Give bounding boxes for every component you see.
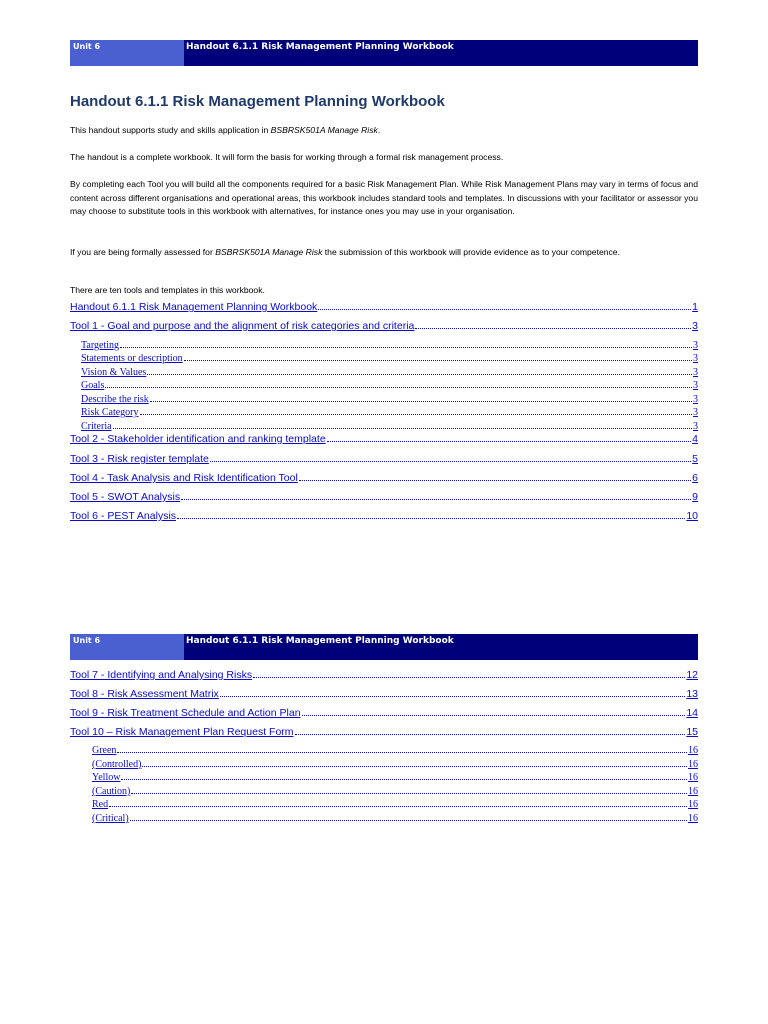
toc-page-number: 10 — [686, 510, 698, 522]
toc-entry[interactable] — [92, 799, 698, 810]
toc-page-number: 14 — [686, 707, 698, 719]
toc-entry[interactable] — [70, 453, 698, 465]
toc-entry-title: Tool 9 - Risk Treatment Schedule and Action Plan — [70, 707, 301, 719]
toc-leader-dots — [105, 387, 692, 388]
toc-entry-title: Tool 1 - Goal and purpose and the alignment of risk categories and criteria — [70, 320, 415, 332]
toc-page-number: 9 — [692, 491, 698, 503]
intro-paragraph-5: There are ten tools and templates in this workbook. — [70, 285, 265, 295]
toc-entry[interactable] — [92, 772, 698, 783]
toc-entry-title: Goals — [81, 380, 105, 391]
toc-leader-dots — [299, 480, 691, 481]
toc-entry-title: Risk Category — [81, 407, 139, 418]
intro-p1-course: BSBRSK501A Manage Risk — [270, 125, 378, 135]
toc-leader-dots — [147, 374, 692, 375]
toc-page-number: 16 — [688, 786, 698, 797]
toc-page-number: 15 — [686, 726, 698, 738]
toc-entry[interactable] — [81, 367, 698, 378]
toc-entry-title: Tool 5 - SWOT Analysis — [70, 491, 181, 503]
toc-page-number: 3 — [693, 353, 698, 364]
toc-leader-dots — [177, 518, 685, 519]
toc-entry-title: Tool 3 - Risk register template — [70, 453, 209, 465]
toc-entry[interactable] — [70, 433, 698, 445]
toc-leader-dots — [302, 715, 686, 716]
toc-page-number: 3 — [693, 340, 698, 351]
toc-leader-dots — [220, 696, 686, 697]
toc-entry[interactable] — [70, 491, 698, 503]
toc-leader-dots — [130, 820, 687, 821]
toc-leader-dots — [210, 461, 691, 462]
toc-entry[interactable] — [81, 407, 698, 418]
toc-page-number: 3 — [692, 320, 698, 332]
toc-entry[interactable] — [70, 669, 698, 681]
toc-page-number: 13 — [686, 688, 698, 700]
toc-entry[interactable] — [92, 759, 698, 770]
toc-page-number: 12 — [686, 669, 698, 681]
toc-entry-title: (Critical) — [92, 813, 129, 824]
toc-entry[interactable] — [70, 726, 698, 738]
toc-entry[interactable] — [70, 472, 698, 484]
toc-leader-dots — [117, 752, 687, 753]
intro-p1-end: . — [377, 125, 381, 135]
toc-page-number: 5 — [692, 453, 698, 465]
toc-entry-title: Tool 8 - Risk Assessment Matrix — [70, 688, 219, 700]
intro-p4-end: the submission of this workbook will provide evidence as to your competence. — [322, 247, 620, 257]
toc-leader-dots — [150, 401, 692, 402]
toc-page-number: 16 — [688, 799, 698, 810]
toc-entry[interactable] — [70, 707, 698, 719]
toc-leader-dots — [140, 414, 693, 415]
toc-leader-dots — [295, 734, 686, 735]
intro-paragraph-4 — [70, 246, 698, 260]
toc-entry[interactable] — [81, 353, 698, 364]
toc-entry-title: Describe the risk — [81, 394, 149, 405]
unit-label: Unit 6 — [70, 40, 184, 66]
header-band — [70, 634, 698, 660]
intro-paragraph-1 — [70, 124, 698, 138]
intro-p1-text: This handout supports study and skills application in — [70, 125, 271, 135]
toc-entry-title: Green — [92, 745, 117, 756]
toc-page-number: 6 — [692, 472, 698, 484]
toc-page-number: 16 — [688, 813, 698, 824]
intro-paragraph-2: The handout is a complete workbook. It will form the basis for working through a formal risk management process. — [70, 152, 504, 162]
toc-page-number: 16 — [688, 772, 698, 783]
toc-page-number: 3 — [693, 407, 698, 418]
header-title: Handout 6.1.1 Risk Management Planning Workbook — [184, 40, 698, 66]
toc-leader-dots — [131, 793, 687, 794]
toc-leader-dots — [109, 806, 687, 807]
toc-entry-title: Criteria — [81, 421, 112, 432]
toc-entry-title: Vision & Values — [81, 367, 147, 378]
toc-entry[interactable] — [70, 301, 698, 313]
toc-entry-title: Tool 7 - Identifying and Analysing Risks — [70, 669, 253, 681]
intro-paragraph-3: By completing each Tool you will build all the components required for a basic Risk Management Plan. While Risk Management Plans may vary in terms of focus and content across different organisations and operational areas, this workbook includes standard tools and templates. In discussions with your facilitator or assessor you may choose to substitute tools in this workbook with alternatives, for instance ones you may use in your organisation. — [70, 179, 698, 216]
toc-page-number: 3 — [693, 367, 698, 378]
toc-entry[interactable] — [81, 340, 698, 351]
toc-page-number: 1 — [692, 301, 698, 313]
toc-entry-title: Tool 6 - PEST Analysis — [70, 510, 177, 522]
toc-entry-title: (Controlled) — [92, 759, 142, 770]
toc-entry-title: Tool 10 – Risk Management Plan Request Form — [70, 726, 294, 738]
toc-entry-title: Yellow — [92, 772, 121, 783]
toc-leader-dots — [184, 360, 692, 361]
header-title: Handout 6.1.1 Risk Management Planning Workbook — [184, 634, 698, 660]
toc-leader-dots — [181, 499, 691, 500]
toc-entry[interactable] — [70, 320, 698, 332]
toc-entry-title: Tool 2 - Stakeholder identification and ranking template — [70, 433, 326, 445]
toc-entry[interactable] — [70, 510, 698, 522]
intro-p4-course: BSBRSK501A Manage Risk — [215, 247, 323, 257]
toc-page-number: 3 — [693, 421, 698, 432]
unit-label: Unit 6 — [70, 634, 184, 660]
toc-entry-title: Tool 4 - Task Analysis and Risk Identification Tool — [70, 472, 298, 484]
toc-leader-dots — [113, 428, 692, 429]
toc-entry[interactable] — [81, 394, 698, 405]
toc-page-number: 16 — [688, 759, 698, 770]
toc-entry-title: (Caution) — [92, 786, 131, 797]
toc-leader-dots — [327, 441, 692, 442]
intro-p4-text: If you are being formally assessed for — [70, 247, 216, 257]
header-band — [70, 40, 698, 66]
toc-entry-title: Statements or description — [81, 353, 183, 364]
toc-leader-dots — [415, 328, 691, 329]
toc-leader-dots — [120, 347, 692, 348]
toc-page-number: 4 — [692, 433, 698, 445]
page-title: Handout 6.1.1 Risk Management Planning Workbook — [70, 93, 445, 110]
toc-entry[interactable] — [92, 745, 698, 756]
toc-page-number: 16 — [688, 745, 698, 756]
page-2 — [0, 634, 768, 1024]
toc-entry[interactable] — [70, 688, 698, 700]
toc-leader-dots — [121, 779, 687, 780]
toc-entry[interactable] — [81, 421, 698, 432]
toc-entry[interactable] — [81, 380, 698, 391]
toc-entry-title: Red — [92, 799, 109, 810]
toc-leader-dots — [142, 766, 687, 767]
toc-entry-title: Handout 6.1.1 Risk Management Planning Workbook — [70, 301, 318, 313]
toc-page-number: 3 — [693, 380, 698, 391]
toc-entry-title: Targeting — [81, 340, 119, 351]
toc-entry[interactable] — [92, 813, 698, 824]
toc-leader-dots — [253, 677, 685, 678]
toc-page-number: 3 — [693, 394, 698, 405]
toc-entry[interactable] — [92, 786, 698, 797]
toc-leader-dots — [318, 309, 691, 310]
